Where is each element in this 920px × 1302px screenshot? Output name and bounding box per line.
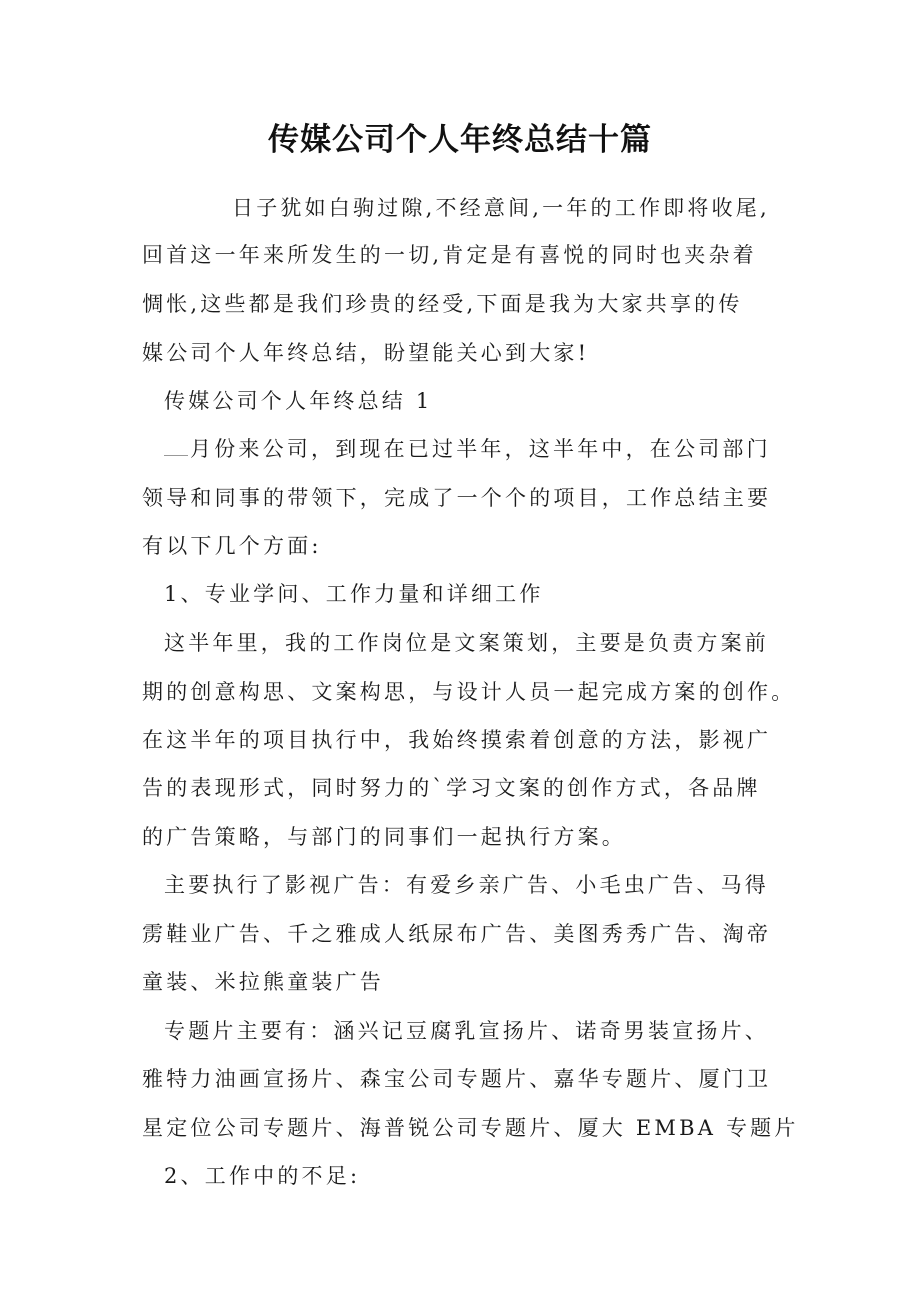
intro-line: 回首这一年来所发生的一切,肯定是有喜悦的同时也夹杂着 — [142, 243, 757, 267]
item-heading: 1、专业学问、工作力量和详细工作 — [164, 582, 544, 606]
paragraph-line: 期的创意构思、文案构思，与设计人员一起完成方案的创作。 — [142, 680, 796, 704]
paragraph-line: 这半年里，我的工作岗位是文案策划，主要是负责方案前 — [164, 631, 769, 655]
paragraph-line: 在这半年的项目执行中，我始终摸索着创意的方法，影视广 — [142, 728, 772, 752]
document-title: 传媒公司个人年终总结十篇 — [268, 122, 652, 158]
item-heading: 2、工作中的不足: — [164, 1164, 361, 1188]
paragraph-line: 主要执行了影视广告：有爱乡亲广告、小毛虫广告、马得 — [164, 873, 769, 897]
paragraph-line: 星定位公司专题片、海普锐公司专题片、厦大 EMBA 专题片 — [142, 1116, 799, 1140]
paragraph-line: 有以下几个方面: — [142, 534, 322, 558]
intro-line: 惆怅,这些都是我们珍贵的经受,下面是我为大家共享的传 — [142, 292, 743, 316]
paragraph-line: 童装、米拉熊童装广告 — [142, 970, 384, 994]
paragraph-line: 雳鞋业广告、千之雅成人纸尿布广告、美图秀秀广告、淘帝 — [142, 922, 772, 946]
intro-line: 媒公司个人年终总结，盼望能关心到大家! — [142, 341, 590, 365]
blank-placeholder — [164, 454, 188, 456]
section-heading: 传媒公司个人年终总结 1 — [164, 389, 433, 413]
paragraph-text: 月份来公司，到现在已过半年，这半年中，在公司部门 — [190, 437, 771, 461]
intro-line: 日子犹如白驹过隙,不经意间,一年的工作即将收尾, — [232, 196, 770, 220]
paragraph-line: 雅特力油画宣扬片、森宝公司专题片、嘉华专题片、厦门卫 — [142, 1067, 772, 1091]
paragraph-line: 专题片主要有：涵兴记豆腐乳宣扬片、诺奇男装宣扬片、 — [164, 1019, 769, 1043]
paragraph-line — [164, 434, 771, 464]
paragraph-line: 领导和同事的带领下，完成了一个个的项目，工作总结主要 — [142, 486, 772, 510]
paragraph-line: 告的表现形式，同时努力的`学习文案的创作方式，各品牌 — [142, 776, 761, 800]
paragraph-line: 的广告策略，与部门的同事们一起执行方案。 — [142, 825, 626, 849]
